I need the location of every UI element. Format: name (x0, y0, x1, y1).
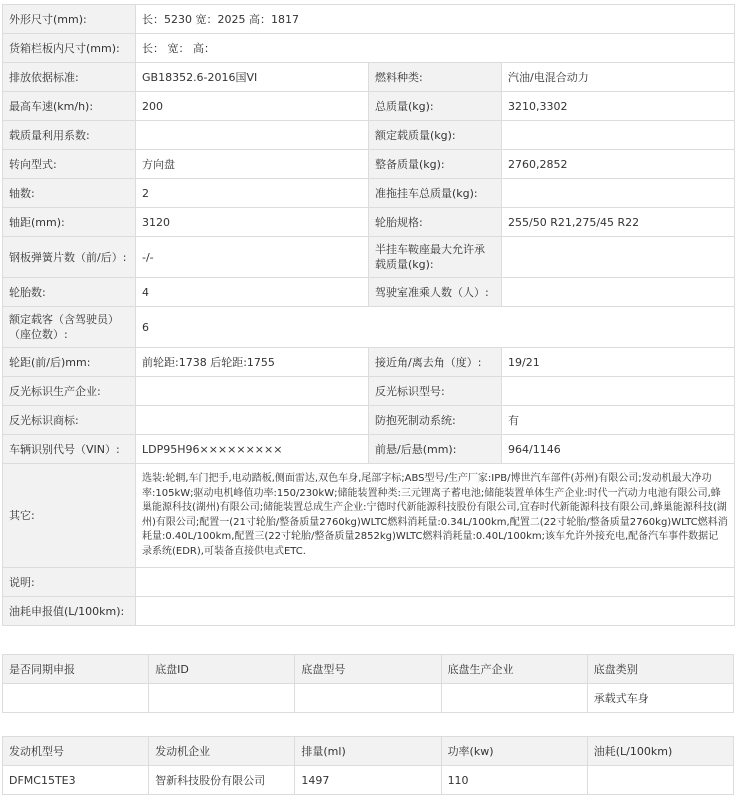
engine-cell: 1497 (295, 766, 441, 795)
leaf-spring-label: 钢板弹簧片数（前/后）: (3, 237, 136, 278)
emission-value: GB18352.6-2016国VI (136, 63, 369, 92)
engine-cell: DFMC15TE3 (3, 766, 149, 795)
engine-cell: 智新科技股份有限公司 (149, 766, 295, 795)
dims-value: 长：5230 宽：2025 高：1817 (136, 5, 735, 34)
engine-cell (587, 766, 733, 795)
table-row (3, 684, 734, 713)
tire-count-label: 轮胎数: (3, 278, 136, 307)
leaf-spring-value: -/- (136, 237, 369, 278)
dims-label: 外形尺寸(mm): (3, 5, 136, 34)
overhang-label: 前悬/后悬(mm): (369, 435, 502, 464)
emission-label: 排放依据标准: (3, 63, 136, 92)
fuel-report-value (136, 597, 735, 626)
curb-mass-label: 整备质量(kg): (369, 150, 502, 179)
fuel-label: 燃料种类: (369, 63, 502, 92)
reflect-model-label: 反光标识型号: (369, 377, 502, 406)
abs-value: 有 (502, 406, 735, 435)
engine-header-cell: 油耗(L/100km) (587, 737, 733, 766)
table-row (3, 766, 734, 795)
note-label: 说明: (3, 568, 136, 597)
axles-label: 轴数: (3, 179, 136, 208)
engine-header-cell: 发动机企业 (149, 737, 295, 766)
wheelbase-value: 3120 (136, 208, 369, 237)
chassis-table (2, 654, 734, 713)
reflect-brand-value (136, 406, 369, 435)
engine-header-cell: 排量(ml) (295, 737, 441, 766)
load-util-value (136, 121, 369, 150)
cab-capacity-value (502, 278, 735, 307)
curb-mass-value: 2760,2852 (502, 150, 735, 179)
chassis-cell (295, 684, 441, 713)
cargo-label: 货箱栏板内尺寸(mm): (3, 34, 136, 63)
other-value: 选装:轮辋,车门把手,电动踏板,侧面雷达,双色车身,尾部字标;ABS型号/生产厂家:IPB/博世汽车部件(苏州)有限公司;发动机最大净功率:105kW;驱动电机峰值功率:150/230kW;储能装置种类:三元锂离子蓄电池;储能装置单体生产企业:时代一汽动力电池有限公司,蜂巢能源科技(湖州)有限公司;储能装置总成生产企业:宁德时代新能源科技股份有限公司,宜春时代新能源科技有限公司,蜂巢能源科技(湖州)有限公司;配置一(21寸轮胎/整备质量2760kg)WLTC燃料消耗量:0.34L/100km,配置二(22寸轮胎/整备质量2760kg)WLTC燃料消耗量:0.40L/100km,配置三(22寸轮胎/整备质量2852kg)WLTC燃料消耗量:0.40L/100km;该车允许外接充电,配备汽车事件数据记录系统(EDR),可装备直接供电式ETC. (136, 464, 735, 568)
speed-value: 200 (136, 92, 369, 121)
track-value: 前轮距:1738 后轮距:1755 (136, 348, 369, 377)
angles-value: 19/21 (502, 348, 735, 377)
axles-value: 2 (136, 179, 369, 208)
speed-label: 最高车速(km/h): (3, 92, 136, 121)
seats-value: 6 (136, 307, 735, 348)
reflect-mfr-value (136, 377, 369, 406)
trailer-mass-label: 准拖挂车总质量(kg): (369, 179, 502, 208)
engine-table (2, 736, 734, 795)
total-mass-label: 总质量(kg): (369, 92, 502, 121)
trailer-mass-value (502, 179, 735, 208)
chassis-cell: 承载式车身 (587, 684, 733, 713)
seats-label: 额定载客（含驾驶员）（座位数）: (3, 307, 136, 348)
abs-label: 防抱死制动系统: (369, 406, 502, 435)
chassis-cell (3, 684, 149, 713)
fuel-report-label: 油耗申报值(L/100km): (3, 597, 136, 626)
steering-value: 方向盘 (136, 150, 369, 179)
fuel-value: 汽油/电混合动力 (502, 63, 735, 92)
tires-value: 255/50 R21,275/45 R22 (502, 208, 735, 237)
reflect-mfr-label: 反光标识生产企业: (3, 377, 136, 406)
vin-label: 车辆识别代号（VIN）: (3, 435, 136, 464)
reflect-model-value (502, 377, 735, 406)
cargo-value: 长： 宽： 高： (136, 34, 735, 63)
angles-label: 接近角/离去角（度）: (369, 348, 502, 377)
chassis-header-cell: 底盘型号 (295, 655, 441, 684)
track-label: 轮距(前/后)mm: (3, 348, 136, 377)
engine-cell: 110 (441, 766, 587, 795)
saddle-label: 半挂车鞍座最大允许承载质量(kg): (369, 237, 502, 278)
other-label: 其它: (3, 464, 136, 568)
rated-load-label: 额定载质量(kg): (369, 121, 502, 150)
chassis-header-cell: 底盘类别 (587, 655, 733, 684)
chassis-cell (441, 684, 587, 713)
saddle-value (502, 237, 735, 278)
cab-capacity-label: 驾驶室准乘人数（人）: (369, 278, 502, 307)
spec-table (2, 4, 735, 626)
load-util-label: 载质量利用系数: (3, 121, 136, 150)
overhang-value: 964/1146 (502, 435, 735, 464)
tire-count-value: 4 (136, 278, 369, 307)
chassis-header-cell: 底盘生产企业 (441, 655, 587, 684)
chassis-cell (149, 684, 295, 713)
chassis-header-cell: 底盘ID (149, 655, 295, 684)
rated-load-value (502, 121, 735, 150)
engine-header-cell: 发动机型号 (3, 737, 149, 766)
engine-header-cell: 功率(kw) (441, 737, 587, 766)
wheelbase-label: 轴距(mm): (3, 208, 136, 237)
tires-label: 轮胎规格: (369, 208, 502, 237)
reflect-brand-label: 反光标识商标: (3, 406, 136, 435)
note-value (136, 568, 735, 597)
vin-value: LDP95H96××××××××× (136, 435, 369, 464)
steering-label: 转向型式: (3, 150, 136, 179)
total-mass-value: 3210,3302 (502, 92, 735, 121)
chassis-header-cell: 是否同期申报 (3, 655, 149, 684)
